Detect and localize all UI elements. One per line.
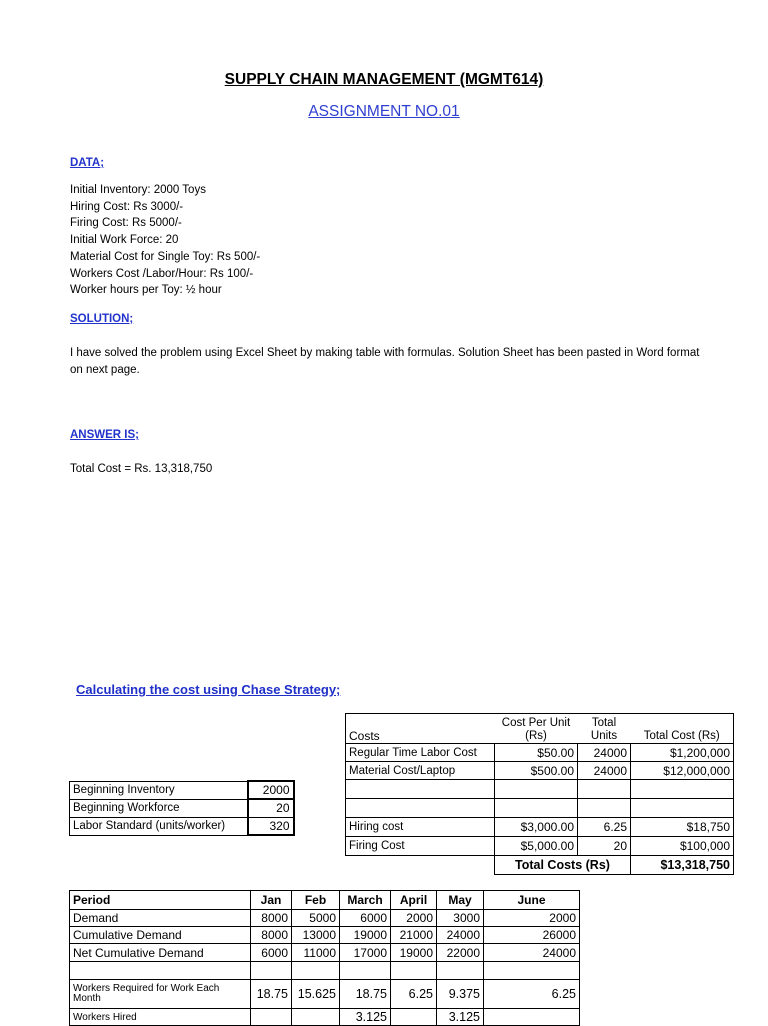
table-row bbox=[346, 799, 734, 818]
table-row bbox=[346, 818, 734, 837]
assignment-subtitle: ASSIGNMENT NO.01 bbox=[308, 103, 460, 120]
cell-value: 3000 bbox=[437, 910, 484, 927]
costs-header-label: Costs bbox=[346, 714, 495, 744]
table-row bbox=[70, 910, 580, 927]
cost-per-unit-header: Cost Per Unit (Rs) bbox=[495, 714, 578, 744]
inventory-table bbox=[69, 780, 295, 836]
data-line: Material Cost for Single Toy: Rs 500/- bbox=[70, 250, 261, 263]
data-line: Firing Cost: Rs 5000/- bbox=[70, 217, 182, 230]
table-row bbox=[70, 980, 580, 1009]
period-header-row bbox=[70, 891, 580, 910]
cell-value: 13000 bbox=[292, 927, 340, 944]
cost-label: Regular Time Labor Cost bbox=[346, 744, 495, 762]
table-row bbox=[346, 744, 734, 762]
data-heading: DATA; bbox=[70, 157, 105, 169]
data-line: Workers Cost /Labor/Hour: Rs 100/- bbox=[70, 267, 254, 280]
cell-value: 18.75 bbox=[340, 980, 391, 1009]
chase-strategy-heading: Calculating the cost using Chase Strategy; bbox=[76, 682, 341, 697]
month-header: Jan bbox=[251, 891, 292, 910]
cell-value: 6000 bbox=[340, 910, 391, 927]
row-label: Workers Hired bbox=[70, 1009, 251, 1026]
table-row bbox=[346, 762, 734, 780]
inventory-value: 2000 bbox=[248, 781, 294, 799]
table-row bbox=[70, 962, 580, 980]
cell-value bbox=[292, 1009, 340, 1026]
inventory-value: 20 bbox=[248, 799, 294, 817]
solution-heading: SOLUTION; bbox=[70, 313, 134, 325]
cost-label: Material Cost/Laptop bbox=[346, 762, 495, 780]
solution-text: I have solved the problem using Excel Sheet by making table with formulas. Solution Sheet has been pasted in Word format on next page. bbox=[70, 347, 700, 376]
cell-value bbox=[251, 1009, 292, 1026]
cell-value: 18.75 bbox=[251, 980, 292, 1009]
cost-per-unit: $50.00 bbox=[495, 744, 578, 762]
month-header: April bbox=[391, 891, 437, 910]
cell-value bbox=[391, 1009, 437, 1026]
table-row bbox=[346, 837, 734, 856]
period-table bbox=[69, 890, 580, 1026]
total-costs-row bbox=[346, 856, 734, 875]
inventory-label: Beginning Inventory bbox=[70, 781, 248, 799]
data-line: Initial Work Force: 20 bbox=[70, 234, 179, 247]
table-row bbox=[70, 1009, 580, 1026]
costs-header-row bbox=[346, 714, 734, 744]
cell-value bbox=[484, 1009, 580, 1026]
table-row bbox=[70, 927, 580, 944]
data-list bbox=[70, 182, 260, 299]
total-units: 20 bbox=[578, 837, 631, 856]
total-cost: $18,750 bbox=[631, 818, 734, 837]
cost-per-unit: $500.00 bbox=[495, 762, 578, 780]
cell-value: 6.25 bbox=[391, 980, 437, 1009]
data-line: Initial Inventory: 2000 Toys bbox=[70, 184, 206, 196]
cost-label bbox=[346, 799, 495, 818]
total-cost-header: Total Cost (Rs) bbox=[631, 714, 734, 744]
cell-value: 19000 bbox=[391, 944, 437, 962]
total-row-spacer bbox=[346, 856, 495, 875]
cell-value: 3.125 bbox=[340, 1009, 391, 1026]
total-cost: $100,000 bbox=[631, 837, 734, 856]
total-units: 24000 bbox=[578, 744, 631, 762]
month-header: Feb bbox=[292, 891, 340, 910]
inventory-label: Labor Standard (units/worker) bbox=[70, 817, 248, 835]
costs-table bbox=[345, 713, 734, 875]
inventory-value: 320 bbox=[248, 817, 294, 835]
cell-value: 6000 bbox=[251, 944, 292, 962]
cell-value: 26000 bbox=[484, 927, 580, 944]
cost-per-unit: $3,000.00 bbox=[495, 818, 578, 837]
cell-value bbox=[484, 962, 580, 980]
cost-label: Firing Cost bbox=[346, 837, 495, 856]
cell-value bbox=[437, 962, 484, 980]
cell-value: 8000 bbox=[251, 910, 292, 927]
row-label: Cumulative Demand bbox=[70, 927, 251, 944]
inventory-label: Beginning Workforce bbox=[70, 799, 248, 817]
cell-value: 3.125 bbox=[437, 1009, 484, 1026]
month-header: March bbox=[340, 891, 391, 910]
total-costs-value: $13,318,750 bbox=[631, 856, 734, 875]
cell-value: 8000 bbox=[251, 927, 292, 944]
month-header: May bbox=[437, 891, 484, 910]
row-label bbox=[70, 962, 251, 980]
table-row bbox=[70, 944, 580, 962]
answer-heading: ANSWER IS; bbox=[70, 429, 139, 441]
total-cost: $12,000,000 bbox=[631, 762, 734, 780]
cell-value: 17000 bbox=[340, 944, 391, 962]
cell-value: 21000 bbox=[391, 927, 437, 944]
cell-value: 9.375 bbox=[437, 980, 484, 1009]
cell-value bbox=[292, 962, 340, 980]
total-units-header: Total Units bbox=[578, 714, 631, 744]
row-label: Net Cumulative Demand bbox=[70, 944, 251, 962]
cell-value: 24000 bbox=[484, 944, 580, 962]
total-costs-label: Total Costs (Rs) bbox=[495, 856, 631, 875]
cell-value: 5000 bbox=[292, 910, 340, 927]
cost-label: Hiring cost bbox=[346, 818, 495, 837]
total-cost bbox=[631, 799, 734, 818]
total-units: 24000 bbox=[578, 762, 631, 780]
month-header: June bbox=[484, 891, 580, 910]
total-cost bbox=[631, 780, 734, 799]
total-units bbox=[578, 799, 631, 818]
row-label: Workers Required for Work Each Month bbox=[70, 980, 251, 1009]
cost-label bbox=[346, 780, 495, 799]
cost-per-unit bbox=[495, 780, 578, 799]
total-units: 6.25 bbox=[578, 818, 631, 837]
cell-value bbox=[391, 962, 437, 980]
data-line: Worker hours per Toy: ½ hour bbox=[70, 284, 222, 297]
cell-value: 11000 bbox=[292, 944, 340, 962]
table-row bbox=[70, 781, 294, 799]
cell-value bbox=[340, 962, 391, 980]
table-row bbox=[70, 799, 294, 817]
cost-per-unit: $5,000.00 bbox=[495, 837, 578, 856]
row-label: Demand bbox=[70, 910, 251, 927]
total-units bbox=[578, 780, 631, 799]
total-cost: $1,200,000 bbox=[631, 744, 734, 762]
cell-value: 2000 bbox=[484, 910, 580, 927]
period-header: Period bbox=[70, 891, 251, 910]
cell-value: 2000 bbox=[391, 910, 437, 927]
cell-value bbox=[251, 962, 292, 980]
cell-value: 19000 bbox=[340, 927, 391, 944]
cell-value: 24000 bbox=[437, 927, 484, 944]
table-row bbox=[70, 817, 294, 835]
answer-text: Total Cost = Rs. 13,318,750 bbox=[70, 463, 213, 475]
data-line: Hiring Cost: Rs 3000/- bbox=[70, 200, 184, 213]
page-title: SUPPLY CHAIN MANAGEMENT (MGMT614) bbox=[224, 71, 544, 88]
cost-per-unit bbox=[495, 799, 578, 818]
table-row bbox=[346, 780, 734, 799]
cell-value: 22000 bbox=[437, 944, 484, 962]
cell-value: 15.625 bbox=[292, 980, 340, 1009]
cell-value: 6.25 bbox=[484, 980, 580, 1009]
